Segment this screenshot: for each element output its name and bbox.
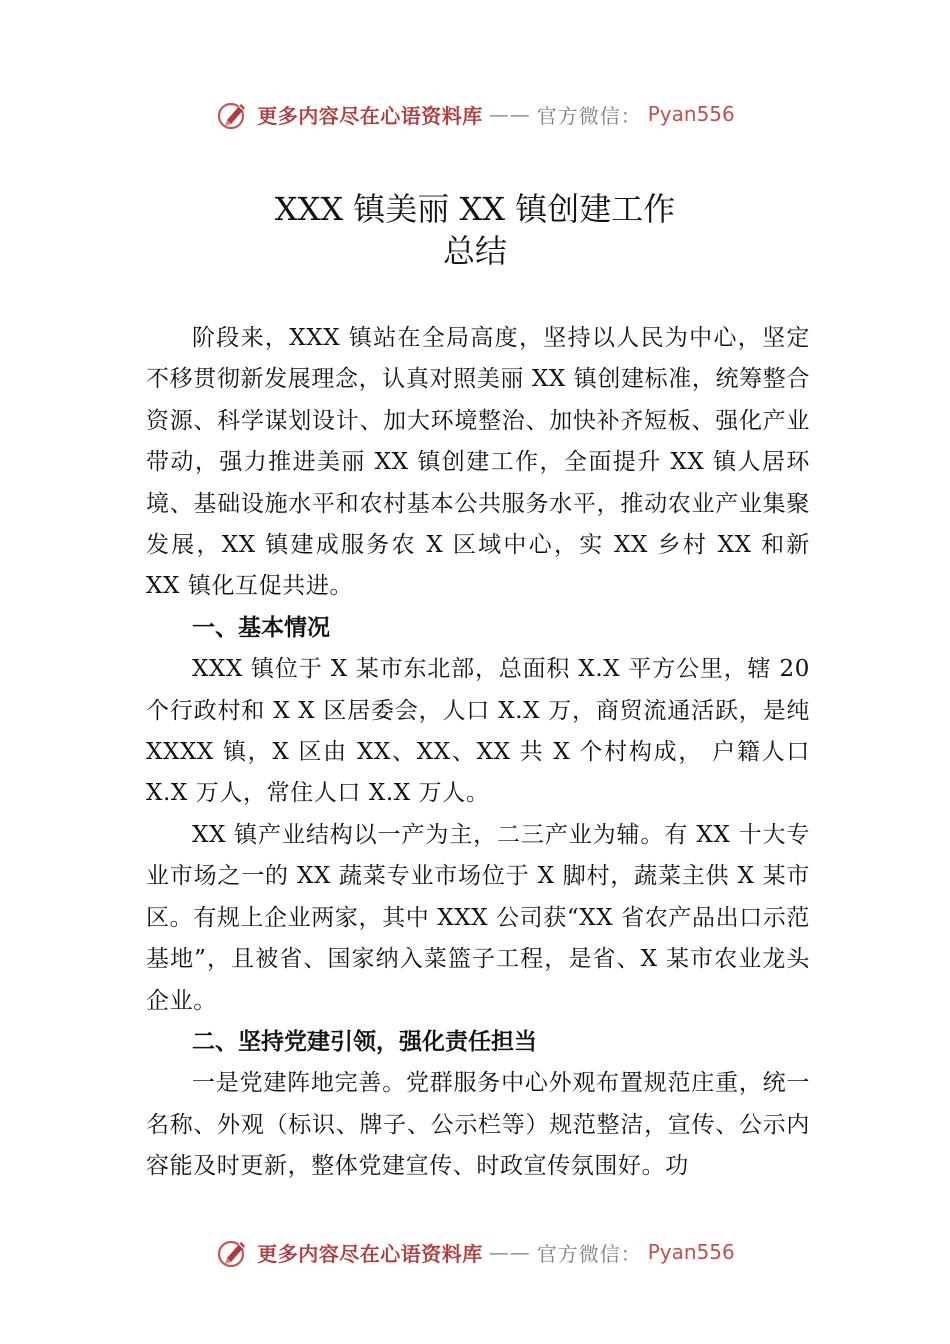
watermark-wechat-id: Pyan556 <box>647 102 735 126</box>
watermark-header <box>0 96 950 132</box>
watermark-wechat-label: 官方微信： <box>536 1241 642 1266</box>
document-body <box>146 318 810 1188</box>
paragraph-industry: XX 镇产业结构以一产为主，二三产业为辅。有 XX 十大专业市场之一的 XX 蔬菜专业市场位于 X 脚村，蔬菜主供 X 某市区。有规上企业两家，其中 XXX 公司获“XX 省农产品出口示范基地”，且被省、国家纳入菜篮子工程，是省、X 某市农业龙头企业。 <box>146 821 810 1014</box>
section-heading-1: 一、基本情况 <box>192 614 330 641</box>
watermark-text: 更多内容尽在心语资料库 <box>257 103 483 128</box>
pen-nib-logo-icon <box>215 96 251 132</box>
watermark-dash: —— <box>488 1240 531 1264</box>
paragraph-party-building: 一是党建阵地完善。党群服务中心外观布置规范庄重，统一名称、外观（标识、牌子、公示栏等）规范整洁，宣传、公示内容能及时更新，整体党建宣传、时政宣传氛围好。功 <box>146 1070 810 1180</box>
paragraph-basic-info: XXX 镇位于 X 某市东北部，总面积 X.X 平方公里，辖 20 个行政村和 X X 区居委会，人口 X.X 万，商贸流通活跃，是纯 XXXX 镇，X 区由 XX、XX、XX 共 X 个村构成， 户籍人口 X.X 万人，常住人口 X.X 万人。 <box>146 656 810 807</box>
section-heading-2: 二、坚持党建引领，强化责任担当 <box>192 1028 537 1055</box>
watermark-wechat-id: Pyan556 <box>647 1240 735 1264</box>
watermark-wechat-label: 官方微信： <box>536 103 642 128</box>
document-title <box>0 188 950 272</box>
pen-nib-logo-icon <box>215 1234 251 1270</box>
watermark-dash: —— <box>488 102 531 126</box>
title-line-1: XXX 镇美丽 XX 镇创建工作 <box>274 190 676 228</box>
paragraph-intro: 阶段来，XXX 镇站在全局高度，坚持以人民为中心，坚定不移贯彻新发展理念，认真对照美丽 XX 镇创建标准，统筹整合资源、科学谋划设计、加大环境整治、加快补齐短板、强化产业带动，强力推进美丽 XX 镇创建工作，全面提升 XX 镇人居环境、基础设施水平和农村基本公共服务水平，推动农业产业集聚发展，XX 镇建成服务农 X 区域中心，实 XX 乡村 XX 和新 XX 镇化互促共进。 <box>146 325 810 600</box>
watermark-text: 更多内容尽在心语资料库 <box>257 1241 483 1266</box>
watermark-footer <box>0 1234 950 1270</box>
title-line-2: 总结 <box>442 232 507 270</box>
